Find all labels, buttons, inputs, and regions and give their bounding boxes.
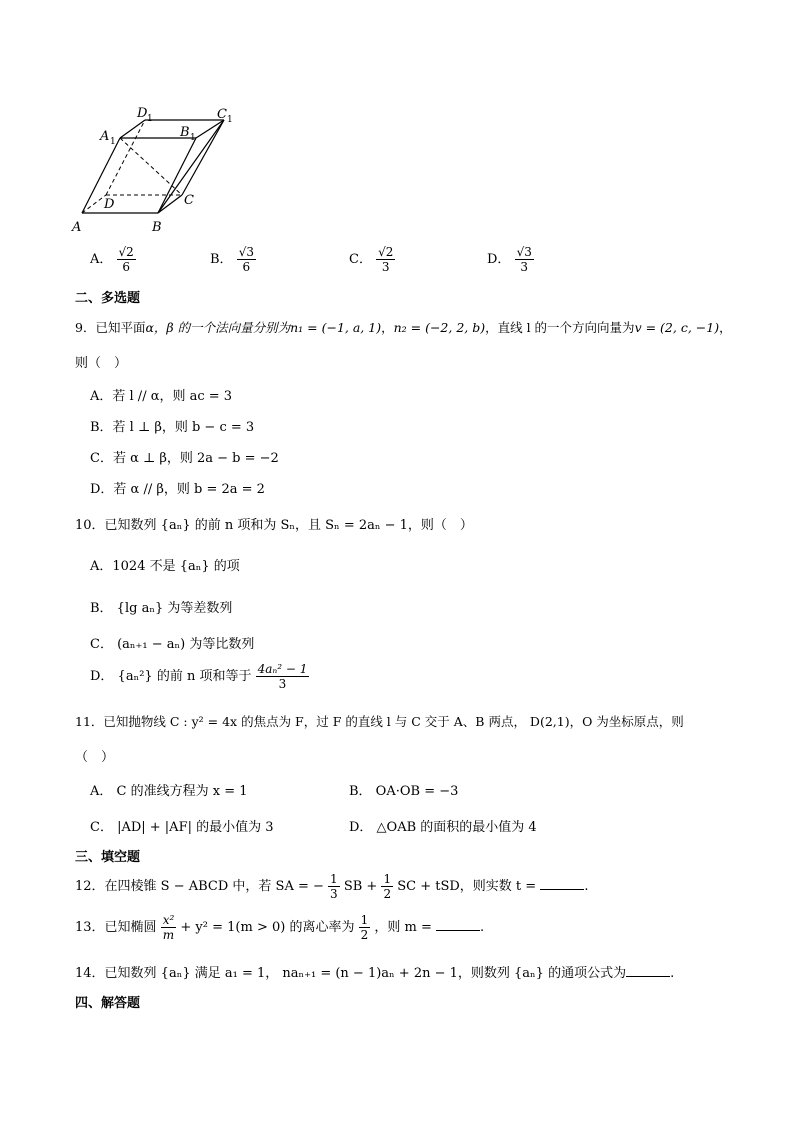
q9-option-d[interactable]: D．若 α // β，则 b = 2a = 2: [90, 482, 265, 497]
label-B1-sub: 1: [190, 133, 196, 143]
label-C1-sub: 1: [227, 115, 233, 125]
q11-option-d[interactable]: D． △OAB 的面积的最小值为 4: [349, 820, 537, 835]
q9-option-a[interactable]: A．若 l // α，则 ac = 3: [90, 389, 233, 404]
label-C1: C: [217, 107, 227, 122]
q11-stem: 11．已知抛物线 C : y² = 4x 的焦点为 F，过 F 的直线 l 与 C 交于 A、B 两点， D(2,1)，O 为坐标原点，则: [75, 714, 684, 729]
q11-option-a[interactable]: A． C 的准线方程为 x = 1: [90, 784, 248, 799]
q11-paren: （ ）: [75, 750, 115, 765]
q9-stem: 9．已知平面α，β 的一个法向量分别为n₁ = (−1, a, 1)，n₂ = (−2, 2, b)，直线 l 的一个方向向量为v = (2, c, −1)，: [75, 320, 732, 335]
label-C: C: [184, 193, 194, 208]
q8-a-label: A．: [90, 252, 113, 267]
q10-option-c[interactable]: C． (aₙ₊₁ − aₙ) 为等比数列: [90, 637, 255, 652]
q8-option-b[interactable]: [210, 245, 256, 274]
q8-c-fraction: $\frac{√2}{3}$: [378, 245, 394, 274]
q9-option-c[interactable]: C．若 α ⊥ β，则 2a − b = −2: [90, 451, 279, 466]
q10-option-b[interactable]: B． {lg aₙ} 为等差数列: [90, 601, 233, 616]
q9-option-b[interactable]: B．若 l ⊥ β，则 b − c = 3: [90, 420, 255, 435]
q13-stem: 13．已知椭圆 $\frac{\text{x²}}{m}$ + y² = 1(m > 0) 的离心率为 $\frac{1}{2}$ ，则 m = .: [75, 913, 485, 942]
q14-stem: 14．已知数列 {aₙ} 满足 a₁ = 1， naₙ₊₁ = (n − 1)aₙ + 2n − 1，则数列 {aₙ} 的通项公式为 .: [75, 966, 675, 981]
label-A1: A: [100, 129, 110, 144]
q11-option-c[interactable]: C． |AD| + |AF| 的最小值为 3: [90, 820, 274, 835]
label-A1-sub: 1: [110, 137, 116, 147]
q8-d-label: D．: [487, 252, 511, 267]
q8-c-label: C．: [349, 252, 372, 267]
q14-answer-blank[interactable]: [626, 964, 670, 977]
parallelepiped-figure: [70, 100, 240, 235]
q8-d-fraction: $\frac{√3}{3}$: [516, 245, 532, 274]
q8-option-a[interactable]: [90, 245, 136, 274]
label-D1-sub: 1: [147, 114, 153, 124]
label-B1: B: [180, 125, 190, 140]
q13-answer-blank[interactable]: [436, 918, 480, 931]
q8-b-label: B．: [210, 252, 233, 267]
section-heading-multi-choice: 二、多选题: [75, 291, 141, 306]
q8-a-fraction: $\frac{√2}{6}$: [118, 245, 134, 274]
q10-option-a[interactable]: A．1024 不是 {aₙ} 的项: [90, 559, 240, 574]
q9-line2: 则（ ）: [75, 356, 128, 371]
q10-option-d[interactable]: D． {aₙ²} 的前 n 项和等于 $\frac{\text{4aₙ² − 1}}{3}$: [90, 662, 308, 691]
label-A: A: [72, 220, 82, 235]
label-D1: D: [137, 106, 148, 121]
q11-option-b[interactable]: B． OA·OB = −3: [349, 784, 459, 799]
q10-stem: 10．已知数列 {aₙ} 的前 n 项和为 Sₙ，且 Sₙ = 2aₙ − 1，则（ ）: [75, 518, 473, 533]
label-B: B: [152, 220, 162, 235]
q12-answer-blank[interactable]: [540, 877, 584, 890]
section-heading-fill-blank: 三、填空题: [75, 850, 141, 865]
label-D: D: [104, 197, 115, 212]
q8-option-d[interactable]: [487, 245, 534, 274]
q12-stem: 12．在四棱锥 S − ABCD 中，若 SA = − $\frac{1}{3}$ SB + $\frac{1}{2}$ SC + tSD，则实数 t = .: [75, 872, 589, 901]
q8-b-fraction: $\frac{√3}{6}$: [238, 245, 254, 274]
section-heading-solutions: 四、解答题: [75, 996, 141, 1011]
q8-option-c[interactable]: [349, 245, 395, 274]
